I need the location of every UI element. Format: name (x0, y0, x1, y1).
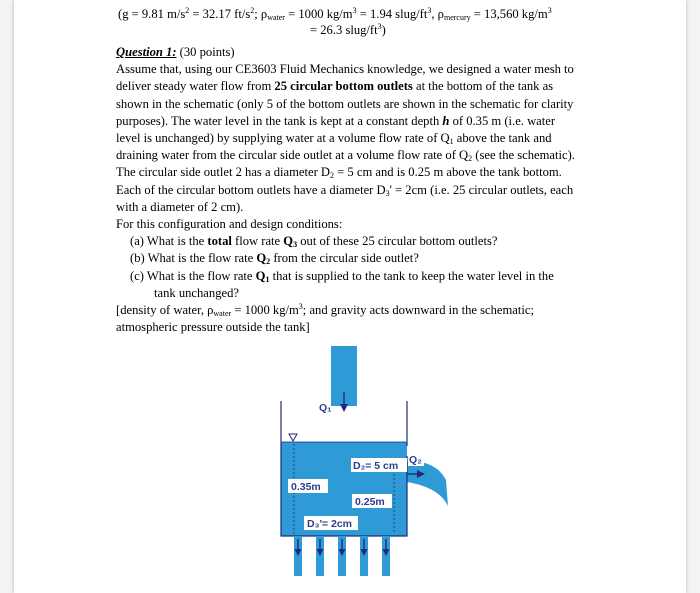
question-line: purposes). The water level in the tank is kept at a constant depth h of 0.35 m (i.e. water (116, 113, 556, 128)
document-page (14, 0, 686, 593)
q2-label: Q₂ (409, 454, 422, 466)
question-line: Each of the circular bottom outlets have a diameter $D_3' = 2cm$ (i.e. 25 circular outlets, each (116, 182, 574, 198)
d3-label: D₃'= 2cm (307, 518, 352, 530)
free-surface-marker (289, 434, 297, 441)
d2-label: D₂= 5 cm (353, 460, 399, 472)
question-line: shown in the schematic (only 5 of the bottom outlets are shown in the schematic for clarity (116, 96, 574, 111)
question-heading: Question 1: (30 points) (116, 45, 235, 59)
density-note: [density of water, $\rho_{water} = 1000$ $kg/m^3$; and gravity acts downward in the schematic; (116, 302, 534, 319)
question-line: deliver steady water flow from 25 circular bottom outlets at the bottom of the tank as (116, 79, 554, 94)
density-note-cont: atmospheric pressure outside the tank] (116, 320, 310, 335)
side-outlet-jet (407, 462, 448, 506)
sub-question-c: (c) What is the flow rate $Q_1$ that is supplied to the tank to keep the water level in the (130, 268, 554, 284)
bottom-outlets (294, 536, 390, 576)
sub-question-b: (b) What is the flow rate $Q_2$ from the circular side outlet? (130, 251, 419, 267)
given-constants-line-1: (g = 9.81 $m/s^2 = 32.17$ $ft/s^2$; $\rho_{water} = 1000$ $kg/m^3 = 1.94$ slug/$ft^3$, $\rho_{mercury} = 13,560$ $kg/m^3$ (118, 6, 552, 22)
question-1-text (116, 44, 596, 336)
given-constants-line-2: = 26.3 slug/$ft^3$) (310, 22, 386, 37)
q1-label: Q₁ (319, 402, 332, 414)
sub-question-c-cont: tank unchanged? (154, 285, 239, 300)
question-line: with a diameter of 2 cm). (116, 199, 244, 214)
question-title: Question 1: (116, 45, 177, 59)
question-line: level is unchanged) by supplying water at a volume flow rate of $Q_1$ above the tank and (116, 131, 552, 147)
question-line: The circular side outlet 2 has a diameter $D_2 = 5$ cm and is 0.25 m above the tank bottom. (116, 165, 562, 181)
question-line: For this configuration and design conditions: (116, 217, 343, 232)
sub-question-a: (a) What is the total flow rate $Q_3$ out of these 25 circular bottom outlets? (130, 234, 498, 250)
q1-arrow-head (340, 404, 348, 412)
question-line: Assume that, using our CE3603 Fluid Mechanics knowledge, we designed a water mesh to (116, 62, 574, 77)
tank-schematic (264, 346, 464, 591)
side-height-label: 0.25m (355, 496, 385, 508)
depth-label: 0.35m (291, 481, 321, 493)
question-line: draining water from the circular side outlet at a volume flow rate of $Q_2$ (see the schematic). (116, 148, 575, 164)
